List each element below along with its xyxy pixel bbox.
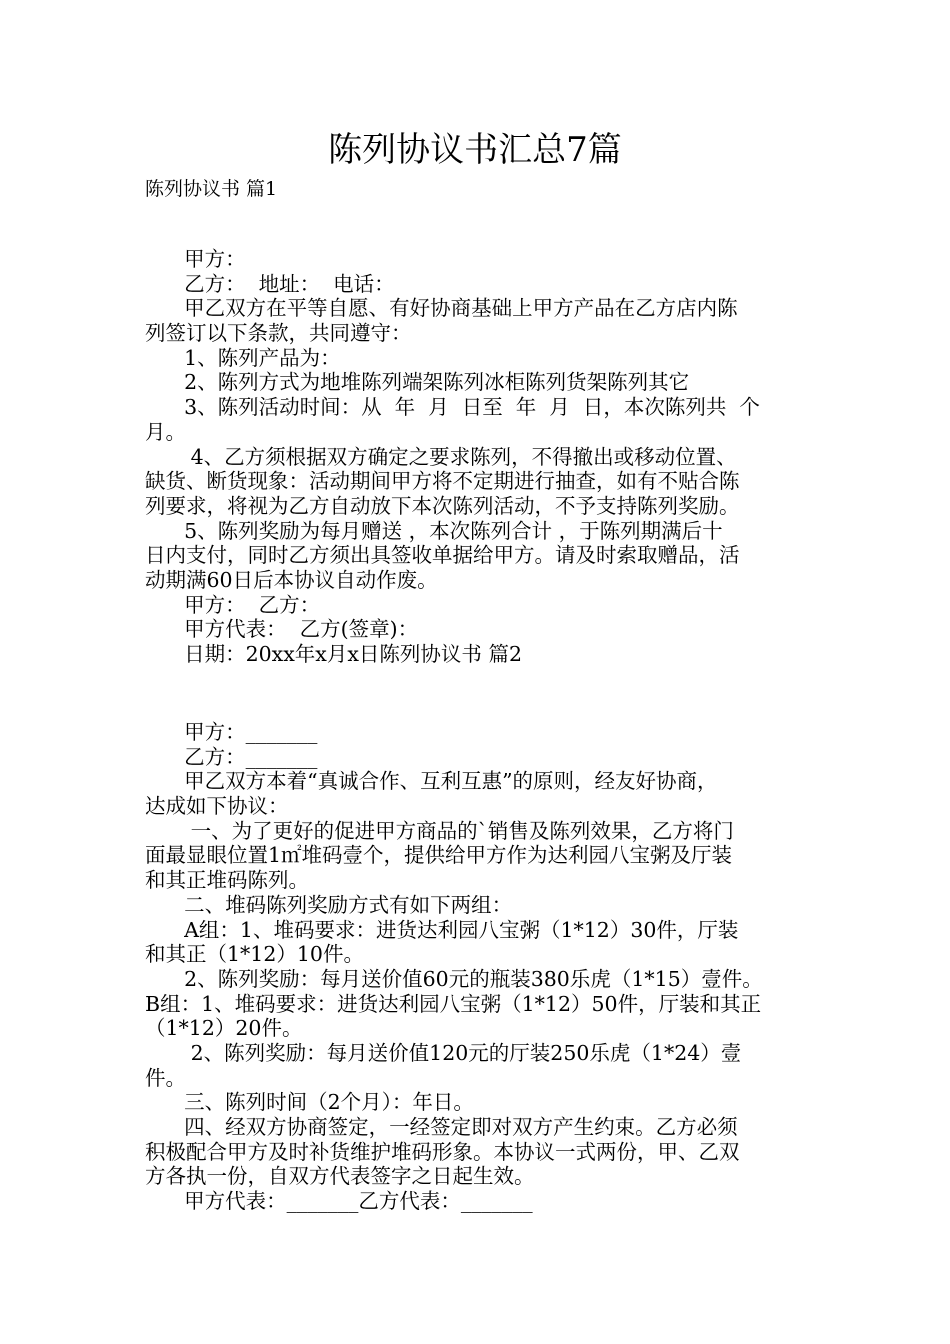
text-line: 2、陈列奖励：每月送价值60元的瓶装380乐虎（1*15）壹件。 — [145, 966, 763, 991]
agreement-1-body — [145, 247, 805, 667]
text-line: B组：1、堆码要求：进货达利园八宝粥（1*12）50件，厅装和其正 — [145, 991, 762, 1016]
text-line: 甲方： 乙方： — [145, 592, 321, 617]
text-line: 乙方：_______ — [145, 744, 318, 769]
text-line: 一、为了更好的促进甲方商品的`销售及陈列效果，乙方将门 — [145, 818, 734, 843]
text-line: 动期满60日后本协议自动作废。 — [145, 567, 438, 592]
text-line: 件。 — [145, 1065, 186, 1090]
text-line: 三、陈列时间（2个月）：年日。 — [145, 1090, 474, 1115]
text-line: 和其正（1*12）10件。 — [145, 942, 364, 967]
text-line: （1*12）20件。 — [145, 1016, 303, 1041]
text-line: 和其正堆码陈列。 — [145, 868, 309, 893]
text-line: 月。 — [145, 419, 186, 444]
text-line: 四、经双方协商签定，一经签定即对双方产生约束。乙方必须 — [145, 1115, 738, 1139]
document-title: 陈列协议书汇总7篇 — [328, 130, 622, 170]
text-line: 甲乙双方在平等自愿、有好协商基础上甲方产品在乙方店内陈 — [145, 296, 738, 321]
text-line: 甲乙双方本着“真诚合作、互利互惠”的原则，经友好协商， — [145, 769, 718, 794]
text-line: 甲方代表：_______乙方代表：_______ — [145, 1189, 533, 1214]
section-heading: 陈列协议书 篇1 — [145, 178, 278, 200]
text-line: 1、陈列产品为： — [145, 345, 341, 370]
text-line: 4、乙方须根据双方确定之要求陈列，不得撤出或移动位置、 — [145, 444, 737, 469]
text-line: 日内支付，同时乙方须出具签收单据给甲方。请及时索取赠品，活 — [145, 543, 740, 568]
text-line: 积极配合甲方及时补货维护堆码形象。本协议一式两份，甲、乙双 — [145, 1139, 740, 1164]
text-line: 甲方： — [145, 247, 246, 271]
text-line: 3、陈列活动时间：从 年 月 日至 年 月 日，本次陈列共 个 — [145, 395, 760, 420]
text-line: 缺货、断货现象：活动期间甲方将不定期进行抽查，如有不贴合陈 — [145, 469, 740, 494]
text-line: 甲方：_______ — [145, 720, 318, 744]
text-line: 达成如下协议： — [145, 794, 289, 819]
text-line: 日期：20xx年x月x日陈列协议书 篇2 — [145, 642, 522, 666]
text-line: 列要求，将视为乙方自动放下本次陈列活动，不予支持陈列奖励。 — [145, 493, 740, 518]
text-line: 5、陈列奖励为每月赠送 ，本次陈列合计 ，于陈列期满后十 — [145, 518, 723, 543]
text-line: A组：1、堆码要求：进货达利园八宝粥（1*12）30件，厅装 — [145, 917, 739, 942]
text-line: 2、陈列奖励：每月送价值120元的厅装250乐虎（1*24）壹 — [145, 1040, 742, 1065]
text-line: 列签订以下条款，共同遵守： — [145, 321, 412, 346]
text-line: 2、陈列方式为地堆陈列端架陈列冰柜陈列货架陈列其它 — [145, 370, 690, 395]
text-line: 二、堆码陈列奖励方式有如下两组： — [145, 892, 513, 917]
agreement-2-body — [145, 720, 805, 1214]
text-line: 方各执一份，自双方代表签字之日起生效。 — [145, 1164, 535, 1189]
text-line: 乙方： 地址： 电话： — [145, 271, 395, 296]
text-line: 面最显眼位置1㎡堆码壹个，提供给甲方作为达利园八宝粥及厅装 — [145, 843, 733, 868]
text-line: 甲方代表： 乙方(签章)： — [145, 617, 419, 642]
